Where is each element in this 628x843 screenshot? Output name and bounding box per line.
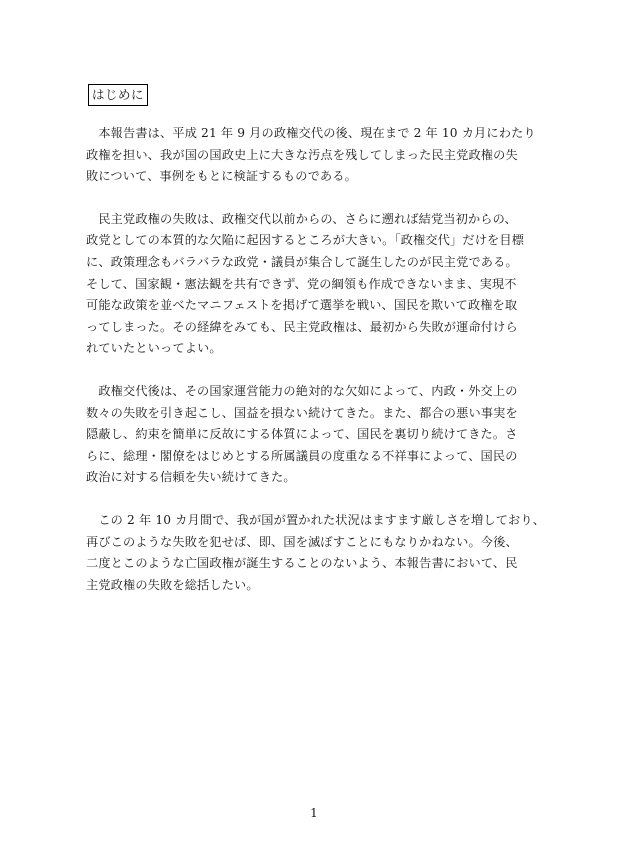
- paragraph-4: [86, 510, 550, 596]
- text-line: ってしまった。その経緯をみても、民主党政権は、最初から失敗が運命付けら: [86, 319, 518, 334]
- text-line: に、政策理念もバラバラな政党・議員が集合して誕生したのが民主党である。: [86, 254, 518, 269]
- text-line: 隠蔽し、約束を簡単に反故にする体質によって、国民を裏切り続けてきた。さ: [86, 427, 518, 442]
- text-line: 政権交代後は、その国家運営能力の絶対的な欠如によって、内政・外交上の: [86, 383, 518, 398]
- text-line: 政権を担い、我が国の国政史上に大きな汚点を残してしまった民主党政権の失: [86, 147, 518, 162]
- text-line: れていたといってよい。: [86, 341, 222, 356]
- text-line: 敗について、事例をもとに検証するものである。: [86, 169, 357, 184]
- text-line: 可能な政策を並べたマニフェストを掲げて選挙を戦い、国民を欺いて政権を取: [86, 298, 518, 313]
- text-line: 政党としての本質的な欠陥に起因するところが大きい。「政権交代」だけを目標: [86, 233, 525, 248]
- body-text: [86, 123, 550, 617]
- text-line: 再びこのような失敗を犯せば、即、国を滅ぼすことにもなりかねない。今後、: [86, 534, 518, 549]
- text-line: 主党政権の失敗を総括したい。: [86, 577, 259, 592]
- text-line: らに、総理・閣僚をはじめとする所属議員の度重なる不祥事によって、国民の: [86, 448, 518, 463]
- text-line: 数々の失敗を引き起こし、国益を損ない続けてきた。また、都合の悪い事実を: [86, 405, 518, 420]
- text-line: 政治に対する信頼を失い続けてきた。: [86, 470, 296, 485]
- text-line: この 2 年 10 カ月間で、我が国が置かれた状況はますます厳しさを増しており、: [86, 512, 546, 527]
- paragraph-3: [86, 381, 550, 489]
- page-number: 1: [310, 806, 318, 820]
- text-line: 二度とこのような亡国政権が誕生することのないよう、本報告書において、民: [86, 556, 518, 571]
- section-heading: はじめに: [88, 84, 148, 106]
- text-line: 本報告書は、平成 21 年 9 月の政権交代の後、現在まで 2 年 10 カ月にわたり: [86, 126, 536, 140]
- paragraph-2: [86, 209, 550, 360]
- paragraph-1: [86, 123, 550, 188]
- text-line: そして、国家観・憲法観を共有できず、党の綱領も作成できないまま、実現不: [86, 276, 517, 291]
- text-line: 民主党政権の失敗は、政権交代以前からの、さらに遡れば結党当初からの、: [86, 211, 517, 226]
